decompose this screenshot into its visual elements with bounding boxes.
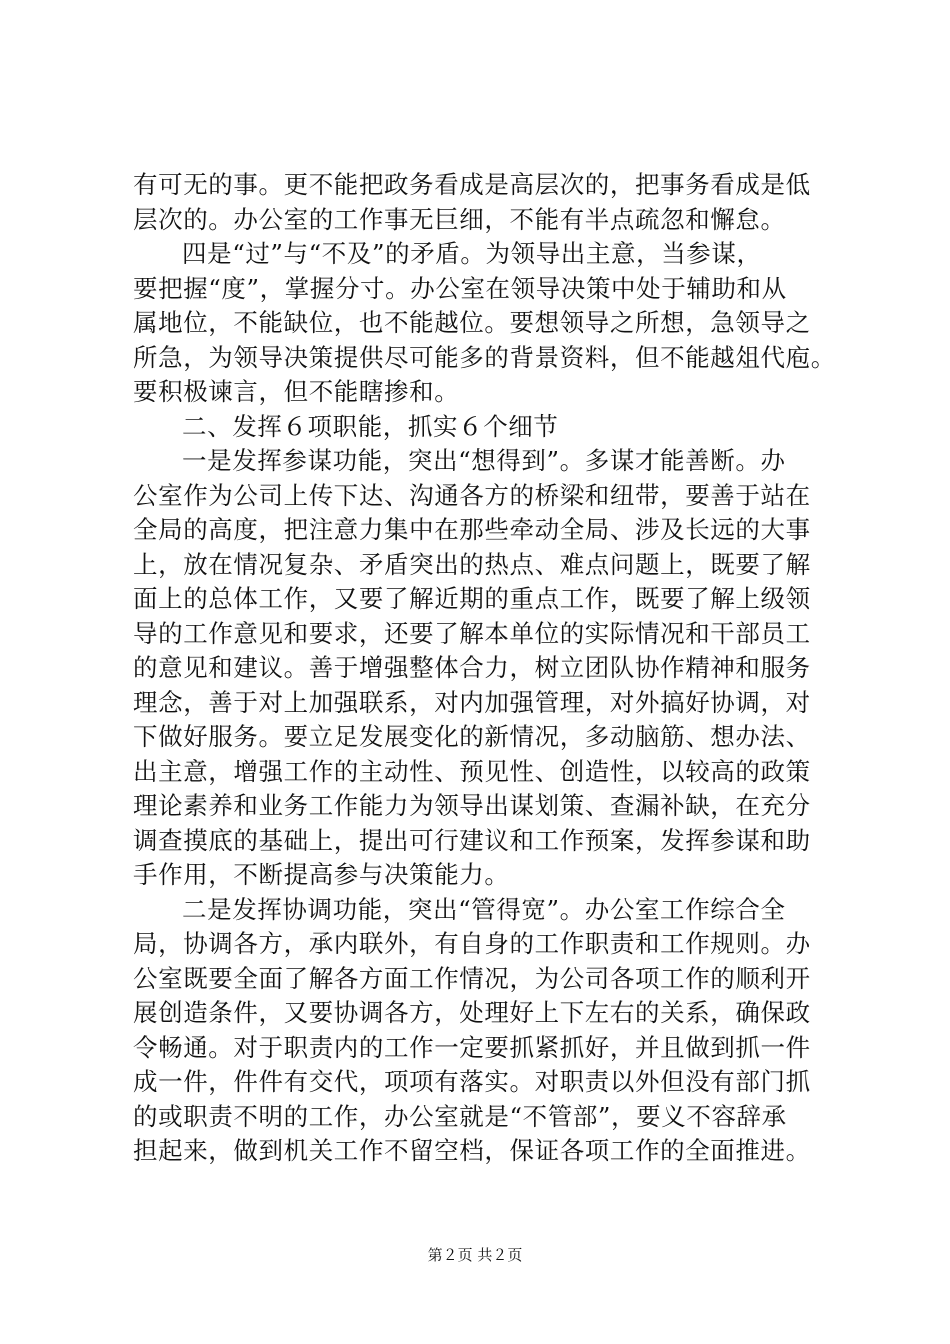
text-line: 所急，为领导决策提供尽可能多的背景资料，但不能越俎代庖。 (133, 342, 836, 372)
text-line: 上，放在情况复杂、矛盾突出的热点、难点问题上，既要了解 (133, 549, 811, 579)
page-number-footer: 第２页 共２页 (427, 1246, 523, 1264)
text-line: 理论素养和业务工作能力为领导出谋划策、查漏补缺，在充分 (133, 791, 811, 820)
text-line: 令畅通。对于职责内的工作一定要抓紧抓好，并且做到抓一件 (133, 1032, 811, 1062)
section-heading: 二、发挥６项职能，抓实６个细节 (182, 411, 559, 441)
text-line: 导的工作意见和要求，还要了解本单位的实际情况和干部员工 (133, 618, 811, 648)
paragraph-start-line: 一是发挥参谋功能，突出“想得到”。多谋才能善断。办 (182, 446, 786, 475)
text-line: 的意见和建议。善于增强整体合力，树立团队协作精神和服务 (133, 653, 811, 682)
document-body (133, 168, 853, 1169)
text-line: 面上的总体工作，又要了解近期的重点工作，既要了解上级领 (133, 584, 811, 613)
text-line: 公室作为公司上传下达、沟通各方的桥梁和纽带，要善于站在 (133, 480, 811, 510)
text-line: 公室既要全面了解各方面工作情况，为公司各项工作的顺利开 (133, 963, 811, 993)
text-line: 调查摸底的基础上，提出可行建议和工作预案，发挥参谋和助 (133, 825, 811, 855)
text-line: 要积极谏言，但不能瞎掺和。 (133, 377, 460, 406)
text-line: 担起来，做到机关工作不留空档，保证各项工作的全面推进。 (133, 1136, 811, 1165)
text-line: 属地位，不能缺位，也不能越位。要想领导之所想，急领导之 (133, 308, 811, 337)
text-line: 下做好服务。要立足发展变化的新情况，多动脑筋、想办法、 (133, 722, 811, 751)
text-line: 成一件，件件有交代，项项有落实。对职责以外但没有部门抓 (133, 1067, 811, 1096)
text-line: 出主意，增强工作的主动性、预见性、创造性，以较高的政策 (133, 756, 811, 786)
paragraph-start-line: 四是“过”与“不及”的矛盾。为领导出主意，当参谋， (182, 239, 762, 268)
text-line: 有可无的事。更不能把政务看成是高层次的，把事务看成是低 (133, 170, 811, 199)
text-line: 手作用，不断提高参与决策能力。 (133, 860, 510, 889)
text-line: 理念，善于对上加强联系，对内加强管理，对外搞好协调，对 (133, 687, 811, 717)
text-line: 要把握“度”，掌握分寸。办公室在领导决策中处于辅助和从 (133, 273, 787, 303)
paragraph-start-line: 二是发挥协调功能，突出“管得宽”。办公室工作综合全 (182, 894, 786, 924)
text-line: 局，协调各方，承内联外，有自身的工作职责和工作规则。办 (133, 929, 811, 958)
text-line: 展创造条件，又要协调各方，处理好上下左右的关系，确保政 (133, 998, 811, 1027)
text-line: 层次的。办公室的工作事无巨细，不能有半点疏忽和懈怠。 (133, 204, 786, 234)
text-line: 全局的高度，把注意力集中在那些牵动全局、涉及长远的大事 (133, 515, 811, 544)
text-line: 的或职责不明的工作，办公室就是“不管部”，要义不容辞承 (133, 1101, 787, 1131)
